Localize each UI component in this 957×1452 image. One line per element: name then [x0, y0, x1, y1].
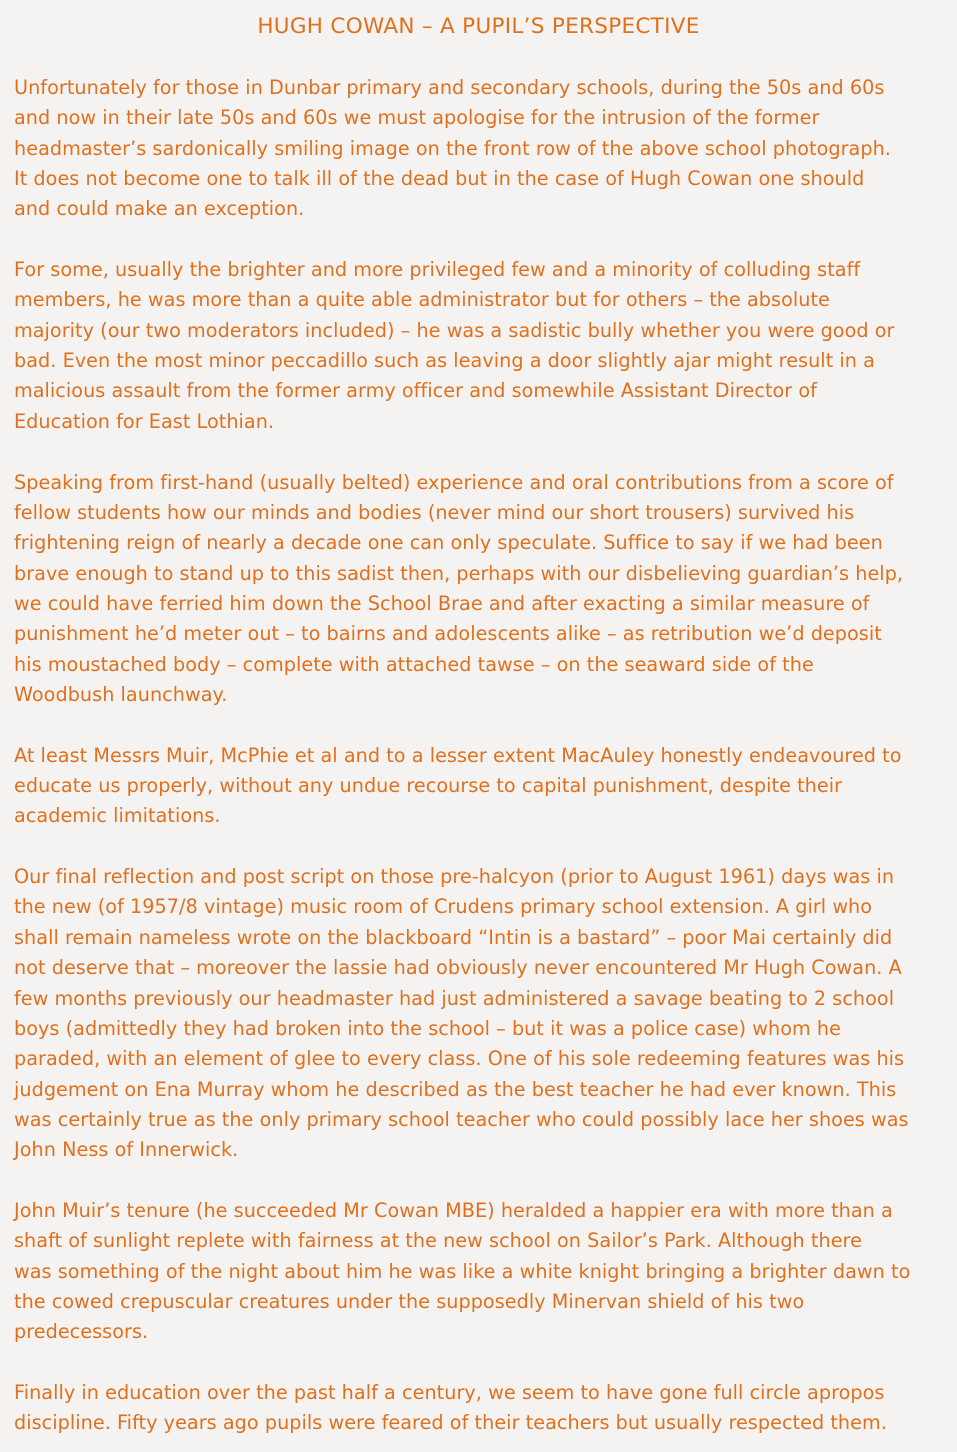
document-title: HUGH COWAN – A PUPIL’S PERSPECTIVE: [257, 14, 700, 39]
paragraph-line: shall remain nameless wrote on the blackboard “Intin is a bastard” – poor Mai certainly did: [14, 925, 893, 949]
paragraph-line: Speaking from first-hand (usually belted) experience and oral contributions from a score of: [14, 470, 894, 494]
paragraph-line: shaft of sunlight replete with fairness at the new school on Sailor’s Park. Although there: [14, 1229, 862, 1253]
paragraph-line: academic limitations.: [14, 804, 221, 828]
paragraph-2: [14, 255, 943, 437]
paragraph-line: John Muir’s tenure (he succeeded Mr Cowan MBE) heralded a happier era with more than a: [14, 1198, 893, 1222]
paragraph-line: John Ness of Innerwick.: [14, 1138, 239, 1162]
paragraph-1: [14, 73, 943, 225]
paragraph-line: and now in their late 50s and 60s we must apologise for the intrusion of the former: [14, 106, 820, 130]
paragraph-line: predecessors.: [14, 1320, 149, 1344]
paragraph-line: headmaster’s sardonically smiling image on the front row of the above school photograph.: [14, 136, 891, 160]
paragraph-line: members, he was more than a quite able administrator but for others – the absolute: [14, 288, 830, 312]
paragraph-line: Unfortunately for those in Dunbar primary and secondary schools, during the 50s and 60s: [14, 76, 885, 99]
paragraph-line: the cowed crepuscular creatures under the supposedly Minervan shield of his two: [14, 1289, 805, 1313]
paragraph-line: frightening reign of nearly a decade one can only speculate. Suffice to say if we had been: [14, 531, 883, 555]
paragraph-line: For some, usually the brighter and more privileged few and a minority of colluding staff: [14, 258, 861, 282]
paragraph-line: malicious assault from the former army officer and somewhile Assistant Director of: [14, 379, 817, 403]
paragraph-line: majority (our two moderators included) – he was a sadistic bully whether you were good or: [14, 318, 895, 342]
paragraph-line: discipline. Fifty years ago pupils were feared of their teachers but usually respected them.: [14, 1411, 887, 1435]
paragraph-7: [14, 1378, 943, 1439]
paragraph-line: his moustached body – complete with attached tawse – on the seaward side of the: [14, 652, 814, 676]
paragraph-line: Finally in education over the past half a century, we seem to have gone full circle apropos: [14, 1381, 885, 1405]
paragraph-line: punishment he’d meter out – to bairns and adolescents alike – as retribution we’d deposit: [14, 622, 882, 646]
paragraph-line: Woodbush launchway.: [14, 682, 228, 706]
paragraph-6: [14, 1196, 943, 1348]
paragraph-line: bad. Even the most minor peccadillo such as leaving a door slightly ajar might result in a: [14, 349, 875, 373]
paragraph-line: At least Messrs Muir, McPhie et al and to a lesser extent MacAuley honestly endeavoured to: [14, 743, 902, 767]
paragraph-line: fellow students how our minds and bodies (never mind our short trousers) survived his: [14, 500, 855, 524]
paragraph-line: boys (admittedly they had broken into the school – but it was a police case) whom he: [14, 1016, 841, 1040]
paragraph-line: Education for East Lothian.: [14, 409, 275, 433]
paragraph-line: was something of the night about him he was like a white knight bringing a brighter dawn to: [14, 1259, 911, 1283]
paragraph-line: judgement on Ena Murray whom he described as the best teacher he had ever known. This: [14, 1077, 897, 1101]
paragraph-line: few months previously our headmaster had just administered a savage beating to 2 school: [14, 986, 895, 1010]
paragraph-line: It does not become one to talk ill of the dead but in the case of Hugh Cowan one should: [14, 167, 865, 191]
document-body: [14, 73, 943, 1439]
paragraph-line: was certainly true as the only primary school teacher who could possibly lace her shoes was: [14, 1107, 909, 1131]
paragraph-line: paraded, with an element of glee to every class. One of his sole redeeming features was his: [14, 1047, 905, 1071]
paragraph-3: [14, 468, 943, 711]
paragraph-5: [14, 862, 943, 1165]
paragraph-line: educate us properly, without any undue recourse to capital punishment, despite their: [14, 774, 843, 798]
paragraph-line: brave enough to stand up to this sadist then, perhaps with our disbelieving guardian’s help,: [14, 561, 904, 585]
paragraph-line: we could have ferried him down the School Brae and after exacting a similar measure of: [14, 591, 870, 615]
paragraph-4: [14, 741, 943, 832]
paragraph-line: and could make an exception.: [14, 197, 305, 221]
paragraph-line: Our final reflection and post script on those pre-halcyon (prior to August 1961) days was in: [14, 865, 895, 889]
paragraph-line: not deserve that – moreover the lassie had obviously never encountered Mr Hugh Cowan. A: [14, 956, 902, 980]
paragraph-line: the new (of 1957/8 vintage) music room of Crudens primary school extension. A girl who: [14, 895, 873, 919]
